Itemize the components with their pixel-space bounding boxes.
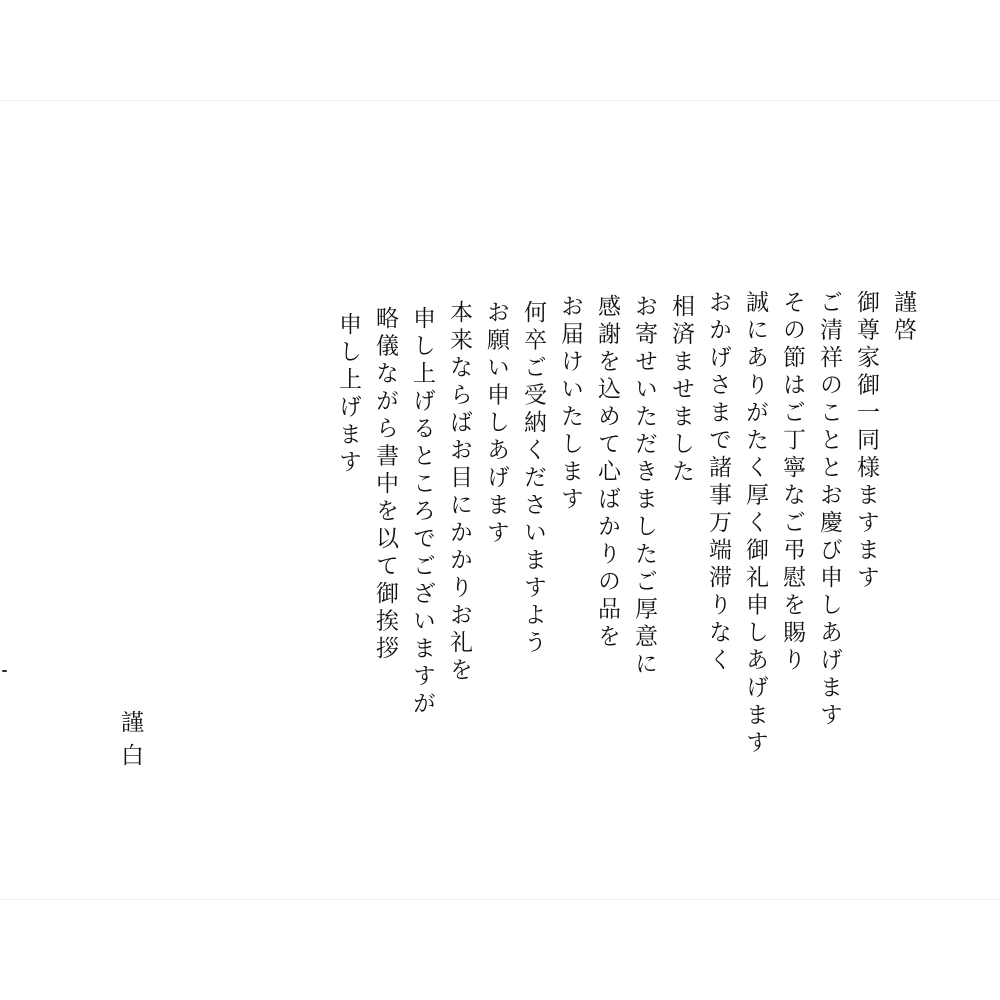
letter-column-12: お願い申しあげます (483, 300, 509, 548)
letter-column-8: お寄せいただきましたご厚意に (631, 294, 657, 679)
letter-column-9: 感謝を込めて心ばかりの品を (594, 294, 620, 652)
letter-column-6: おかげさまで諸事万端滞りなく (705, 290, 731, 675)
letter-card (0, 100, 1000, 900)
letter-column-14: 申し上げるところでございますが (409, 306, 435, 719)
letter-column-1: 謹啓 (890, 290, 916, 345)
letter-column-7: 相済ませました (668, 294, 694, 487)
letter-column-13: 本来ならばお目にかかりお礼を (446, 300, 472, 685)
letter-column-10: お届けいたします (557, 294, 583, 514)
letter-column-5: 誠にありがたく厚く御礼申しあげます (742, 290, 768, 758)
letter-column-2: 御尊家御一同様ますます (853, 290, 879, 593)
letter-column-16: 申し上げます (335, 312, 361, 477)
letter-column-3: ご清祥のこととお慶び申しあげます (816, 290, 842, 730)
letter-column-11: 何卒ご受納くださいますよう (520, 300, 546, 658)
letter-closing-word: 謹白 (117, 710, 143, 776)
letter-column-15: 略儀ながら書中を以て御挨拶 (372, 306, 398, 664)
vertical-letter-body (322, 290, 916, 758)
letter-column-4: その節はご丁寧なご弔慰を賜り (779, 290, 805, 675)
ink-speck (2, 670, 7, 672)
